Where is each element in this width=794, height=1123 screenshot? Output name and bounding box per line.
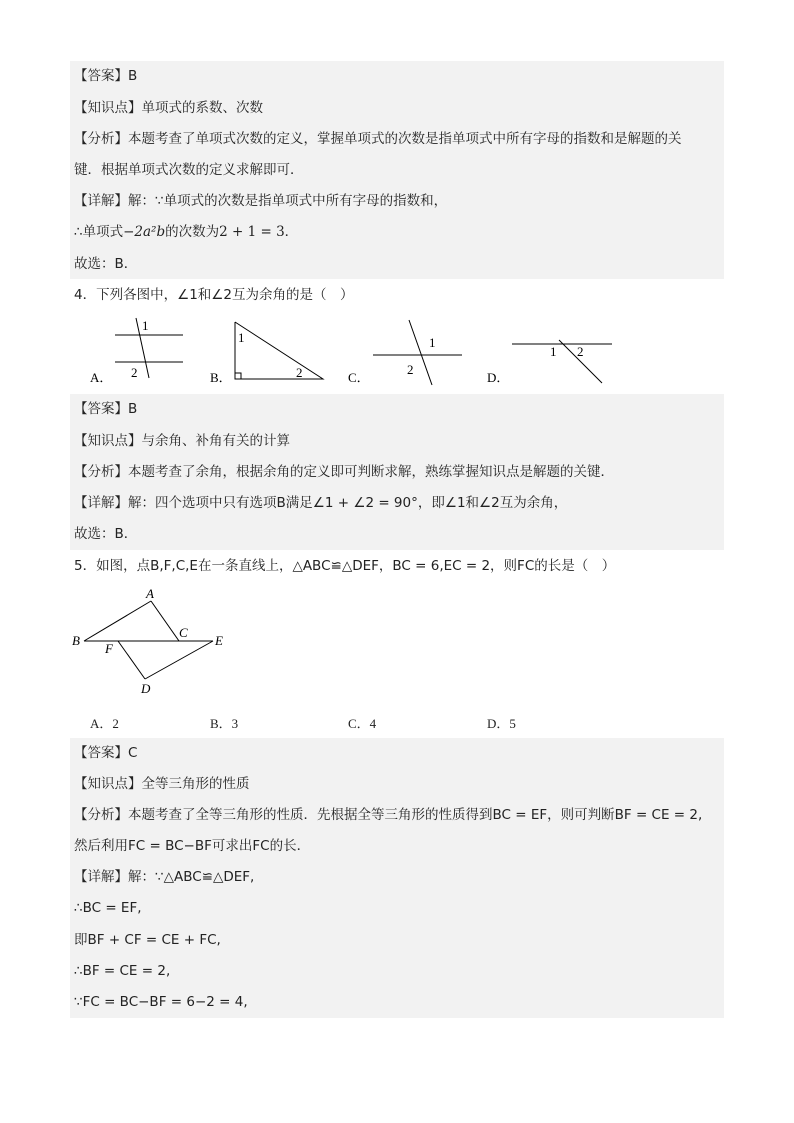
question-5-stem: 5．如图，点B,F,C,E在一条直线上，△ABC≌△DEF，BC = 6,EC = 2，则FC的长是（ ）	[74, 558, 616, 574]
detail-text: 【详解】解：四个选项中只有选项B满足∠1 + ∠2 = 90°，即∠1和∠2互为余角，	[74, 495, 568, 511]
analysis-text: 键．根据单项式次数的定义求解即可．	[74, 162, 304, 178]
math-expression: 2 + 1 = 3	[219, 224, 285, 240]
choice-text: 故选：B．	[74, 526, 138, 542]
option-letter: D．	[487, 370, 510, 385]
q4-figures	[80, 310, 640, 390]
figure-option-d	[487, 340, 612, 385]
detail-text: ∵FC = BC−BF = 6−2 = 4,	[74, 994, 248, 1010]
knowledge-point: 【知识点】单项式的系数、次数	[74, 100, 263, 116]
point-b-label: B	[72, 633, 80, 648]
answer-label: 【答案】B	[74, 401, 138, 417]
angle-1-label: 1	[238, 330, 245, 345]
detail-text	[74, 222, 298, 242]
point-f-label: F	[105, 641, 113, 656]
detail-prefix: ∴单项式	[74, 224, 124, 240]
analysis-text: 【分析】本题考查了余角，根据余角的定义即可判断求解，熟练掌握知识点是解题的关键．	[74, 464, 614, 480]
angle-2-label: 2	[407, 362, 414, 377]
analysis-text: 【分析】本题考查了单项式次数的定义，掌握单项式的次数是指单项式中所有字母的指数和是解题的关	[74, 131, 682, 147]
answer-label: 【答案】C	[74, 745, 138, 761]
detail-text: ∴BC = EF,	[74, 900, 142, 916]
answer-label: 【答案】B	[74, 68, 138, 84]
figure-option-c	[348, 320, 462, 385]
question-4-stem: 4．下列各图中，∠1和∠2互为余角的是（ ）	[74, 287, 354, 303]
point-a-label: A	[146, 586, 154, 601]
option-letter: B．	[210, 370, 232, 385]
angle-1-label: 1	[550, 344, 557, 359]
choice-text: 故选：B．	[74, 256, 138, 272]
angle-2-label: 2	[296, 365, 303, 380]
detail-mid: 的次数为	[165, 224, 220, 240]
figure-option-a	[90, 318, 183, 385]
knowledge-point: 【知识点】全等三角形的性质	[74, 776, 250, 792]
point-e-label: E	[215, 633, 223, 648]
angle-2-label: 2	[577, 344, 584, 359]
option-c: C．4	[348, 716, 377, 731]
angle-1-label: 1	[142, 318, 149, 333]
option-letter: C．	[348, 370, 370, 385]
analysis-text: 然后利用FC = BC−BF可求出FC的长．	[74, 838, 311, 854]
angle-2-label: 2	[131, 365, 138, 380]
point-c-label: C	[179, 625, 188, 640]
detail-text: ∴BF = CE = 2,	[74, 963, 171, 979]
figure-option-b	[210, 322, 323, 385]
knowledge-point: 【知识点】与余角、补角有关的计算	[74, 433, 290, 449]
option-letter: A．	[90, 370, 113, 385]
q5-figure	[68, 585, 238, 700]
angle-1-label: 1	[429, 335, 436, 350]
math-expression: −2a²b	[123, 224, 166, 240]
option-b: B．3	[210, 716, 239, 731]
option-d: D．5	[487, 716, 516, 731]
detail-text: 【详解】解：∵△ABC≌△DEF,	[74, 869, 255, 885]
detail-text: 【详解】解：∵单项式的次数是指单项式中所有字母的指数和，	[74, 193, 448, 209]
detail-text: 即BF + CF = CE + FC,	[74, 932, 221, 948]
point-d-label: D	[141, 681, 151, 696]
analysis-text: 【分析】本题考查了全等三角形的性质．先根据全等三角形的性质得到BC = EF，则可判断BF = CE = 2,	[74, 807, 703, 823]
detail-end: ．	[284, 224, 299, 240]
option-a: A．2	[90, 716, 119, 731]
